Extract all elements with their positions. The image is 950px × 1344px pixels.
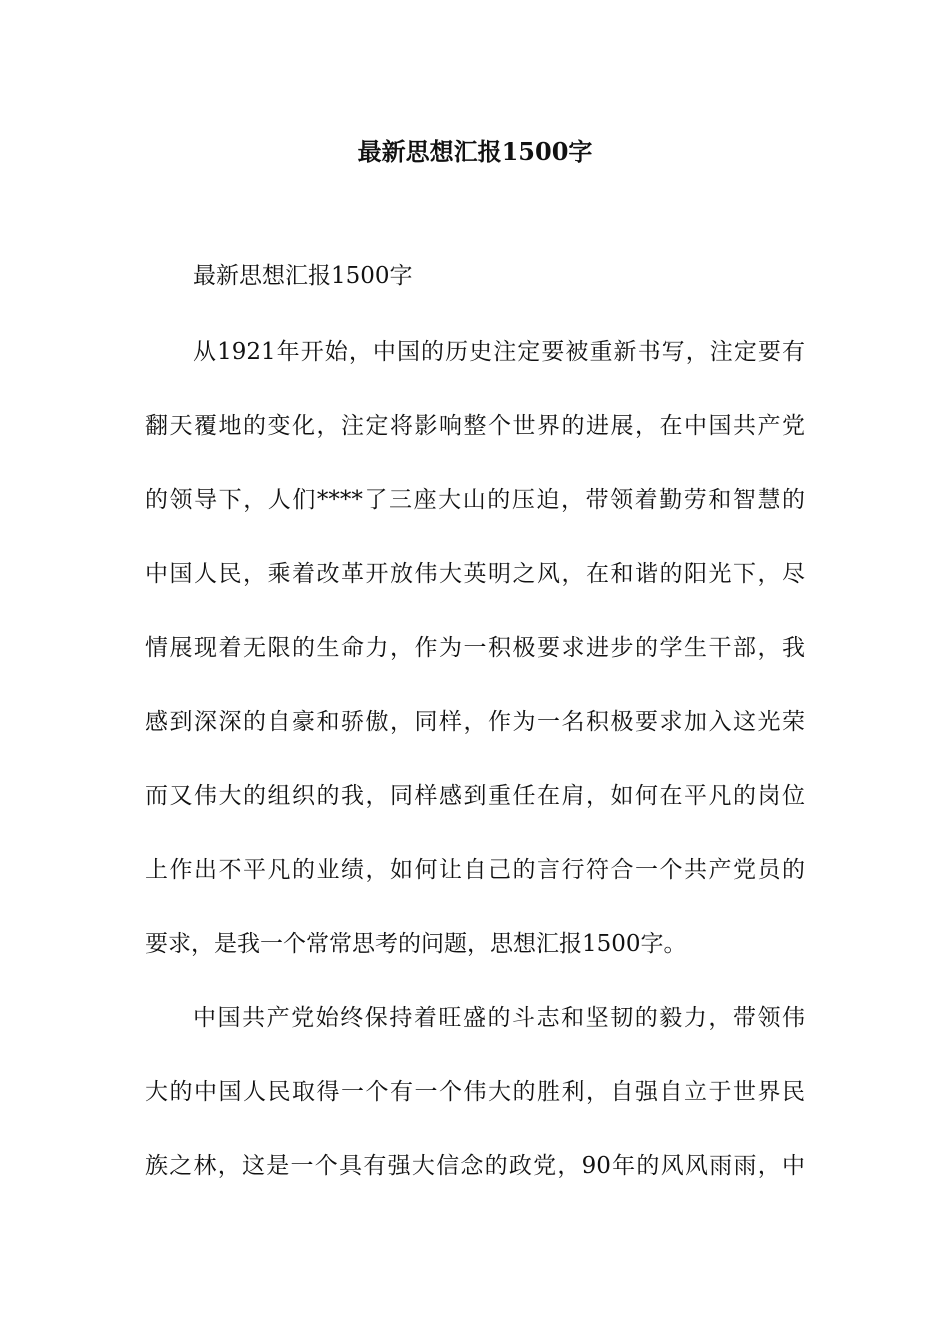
paragraph-1-line-5: 情展现着无限的生命力，作为一积极要求进步的学生干部，我 <box>145 635 805 661</box>
paragraph-1-line-6: 感到深深的自豪和骄傲，同样，作为一名积极要求加入这光荣 <box>145 709 805 735</box>
paragraph-1-line-8: 上作出不平凡的业绩，如何让自己的言行符合一个共产党员的 <box>145 857 805 883</box>
paragraph-1-line-7: 而又伟大的组织的我，同样感到重任在肩，如何在平凡的岗位 <box>145 783 805 809</box>
body-subtitle: 最新思想汇报1500字 <box>193 263 413 289</box>
paragraph-2-line-3: 族之林，这是一个具有强大信念的政党，90年的风风雨雨，中 <box>145 1153 805 1179</box>
paragraph-1-line-2: 翻天覆地的变化，注定将影响整个世界的进展，在中国共产党 <box>145 413 805 439</box>
paragraph-1-line-1: 从1921年开始，中国的历史注定要被重新书写，注定要有 <box>193 339 805 365</box>
paragraph-2-line-1: 中国共产党始终保持着旺盛的斗志和坚韧的毅力，带领伟 <box>193 1005 805 1031</box>
paragraph-1-line-3: 的领导下，人们****了三座大山的压迫，带领着勤劳和智慧的 <box>145 487 805 513</box>
paragraph-2-line-2: 大的中国人民取得一个有一个伟大的胜利，自强自立于世界民 <box>145 1079 805 1105</box>
paragraph-1-line-4: 中国人民，乘着改革开放伟大英明之风，在和谐的阳光下，尽 <box>145 561 805 587</box>
document-title: 最新思想汇报1500字 <box>357 137 593 166</box>
paragraph-1-line-9: 要求，是我一个常常思考的问题，思想汇报1500字。 <box>145 931 687 957</box>
